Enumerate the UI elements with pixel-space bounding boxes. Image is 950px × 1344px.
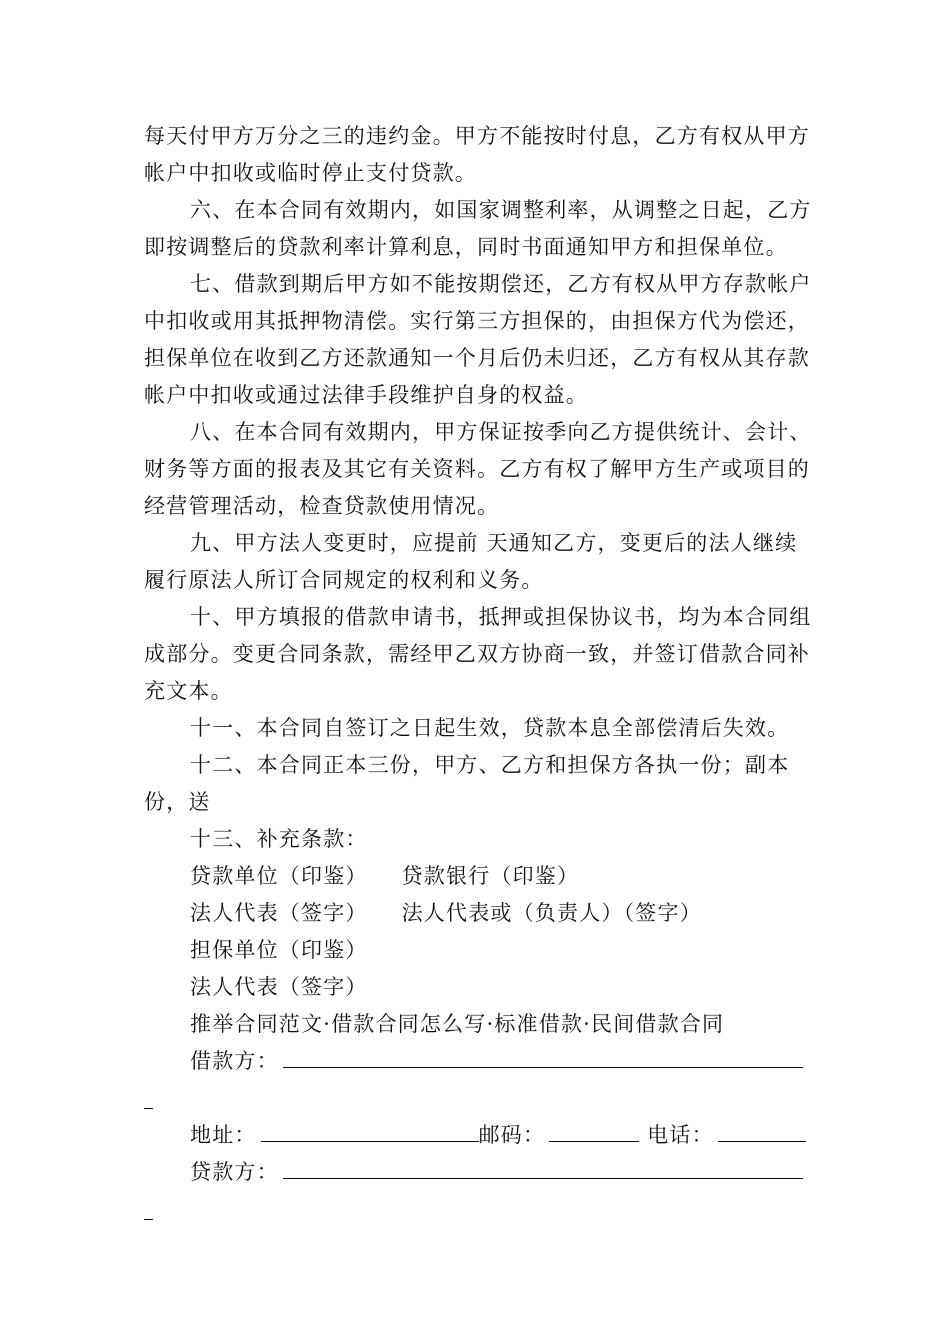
paragraph-penalty: 每天付甲方万分之三的违约金。甲方不能按时付息，乙方有权从甲方帐户中扣收或临时停止支付贷款。 xyxy=(144,124,810,185)
signature-row-1 xyxy=(144,858,814,895)
paragraph-clause-9: 九、甲方法人变更时，应提前 天通知乙方，变更后的法人继续履行原法人所订合同规定的权利和义务。 xyxy=(144,531,798,592)
borrower-label: 借款方： xyxy=(190,1049,279,1073)
borrower-unit-seal-label: 贷款单位（印鉴） xyxy=(190,864,368,888)
paragraph-clause-13: 十三、补充条款： xyxy=(190,827,368,851)
guarantor-unit-seal-label: 担保单位（印鉴） xyxy=(190,938,368,962)
address-row xyxy=(144,1117,814,1154)
paragraph-clause-10: 十、甲方填报的借款申请书，抵押或担保协议书，均为本合同组成部分。变更合同条款，需经甲乙双方协商一致，并签订借款合同补充文本。 xyxy=(144,605,812,703)
signature-row-2 xyxy=(144,895,814,932)
borrower-fill-line[interactable] xyxy=(283,1043,803,1068)
paragraph-clause-8: 八、在本合同有效期内，甲方保证按季向乙方提供统计、会计、财务等方面的报表及其它有关资料。乙方有权了解甲方生产或项目的经营管理活动，检查贷款使用情况。 xyxy=(144,420,812,518)
lender-rep-sign-label: 法人代表或（负责人）（签字） xyxy=(401,901,702,925)
borrower-row xyxy=(144,1043,814,1080)
paragraph-clause-12: 十二、本合同正本三份，甲方、乙方和担保方各执一份；副本份，送 xyxy=(144,753,790,814)
zip-fill-line[interactable] xyxy=(549,1117,639,1142)
recommend-links-line: 推举合同范文·借款合同怎么写·标准借款·民间借款合同 xyxy=(190,1012,725,1036)
paragraph-clause-6: 六、在本合同有效期内，如国家调整利率，从调整之日起，乙方即按调整后的贷款利率计算利息，同时书面通知甲方和担保单位。 xyxy=(144,198,812,259)
lender-line-overflow xyxy=(144,1191,814,1228)
zip-label: 邮码： xyxy=(478,1123,546,1147)
phone-fill-line[interactable] xyxy=(718,1117,806,1142)
lender-bank-seal-label: 贷款银行（印鉴） xyxy=(401,864,580,888)
address-label: 地址： xyxy=(190,1123,257,1147)
paragraph-clause-11: 十一、本合同自签订之日起生效，贷款本息全部偿清后失效。 xyxy=(190,716,790,740)
contract-text xyxy=(144,118,814,1228)
legal-rep-sign-label: 法人代表（签字） xyxy=(190,901,368,925)
lender-label: 贷款方： xyxy=(190,1160,279,1184)
guarantor-rep-sign-label: 法人代表（签字） xyxy=(190,975,368,999)
phone-label: 电话： xyxy=(647,1123,714,1147)
paragraph-clause-7: 七、借款到期后甲方如不能按期偿还，乙方有权从甲方存款帐户中扣收或用其抵押物清偿。实行第三方担保的，由担保方代为偿还，担保单位在收到乙方还款通知一个月后仍未归还，乙方有权从其存款帐户中扣收或通过法律手段维护自身的权益。 xyxy=(144,272,812,407)
lender-fill-line[interactable] xyxy=(283,1154,803,1179)
address-fill-line[interactable] xyxy=(261,1117,479,1142)
borrower-line-overflow xyxy=(144,1080,814,1117)
lender-row xyxy=(144,1154,814,1191)
